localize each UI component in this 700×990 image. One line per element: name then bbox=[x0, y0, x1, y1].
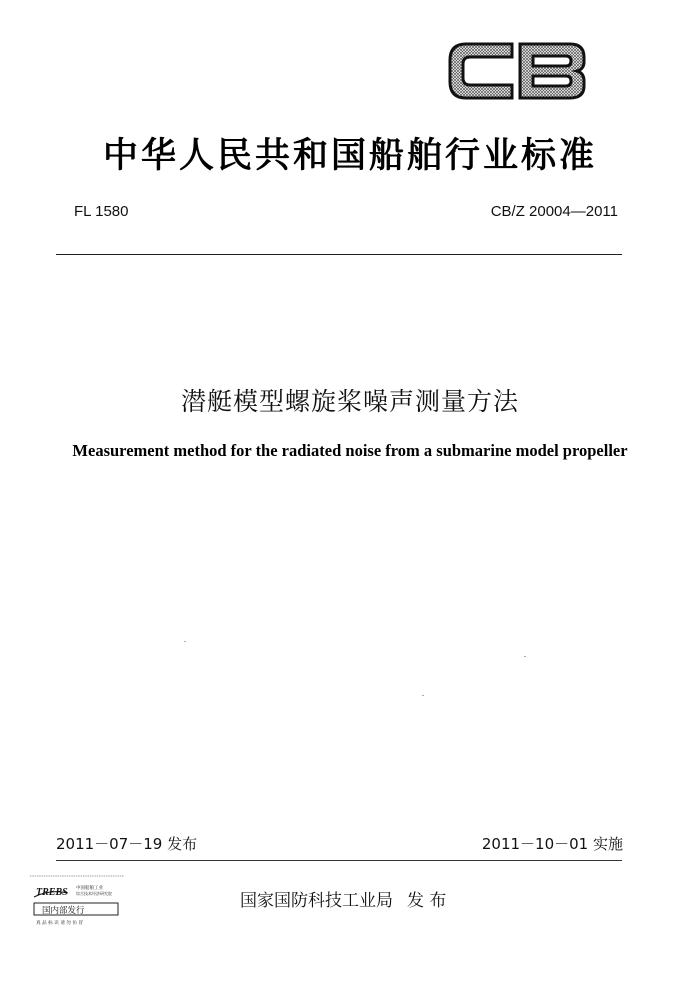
footer-divider bbox=[56, 860, 622, 861]
standard-title: 中华人民共和国船舶行业标准 bbox=[102, 136, 597, 176]
implementation-date: 2011－10－01 实施 bbox=[481, 835, 623, 853]
stamp-logo-text: TREBS bbox=[36, 887, 68, 898]
document-title-en: Measurement method for the radiated noise from a submarine model propeller bbox=[72, 441, 628, 460]
cb-logo-icon bbox=[446, 38, 588, 104]
svg-text:国内部发行: 国内部发行 bbox=[42, 906, 85, 916]
scan-speck bbox=[422, 695, 424, 696]
svg-text:CB: CB bbox=[446, 38, 448, 39]
publisher bbox=[240, 886, 446, 911]
header-divider bbox=[56, 254, 622, 255]
scan-speck bbox=[524, 656, 526, 657]
standard-number: CB/Z 20004—2011 bbox=[490, 203, 618, 220]
issue-date: 2011－07－19 发布 bbox=[56, 835, 198, 853]
svg-text:综合技术经济研究院: 综合技术经济研究院 bbox=[76, 891, 112, 896]
svg-text:真 品 标 识 请 勿 仿 冒: 真 品 标 识 请 勿 仿 冒 bbox=[36, 921, 83, 926]
document-title-cn: 潜艇模型螺旋桨噪声测量方法 bbox=[180, 387, 519, 416]
svg-text:中国船舶工业: 中国船舶工业 bbox=[76, 886, 103, 891]
publisher-suffix: 发 布 bbox=[407, 891, 447, 911]
publisher-name: 国家国防科技工业局 bbox=[240, 891, 393, 911]
scan-speck bbox=[184, 641, 186, 642]
authenticity-stamp-icon bbox=[28, 871, 128, 929]
classification-code: FL 1580 bbox=[74, 203, 129, 220]
